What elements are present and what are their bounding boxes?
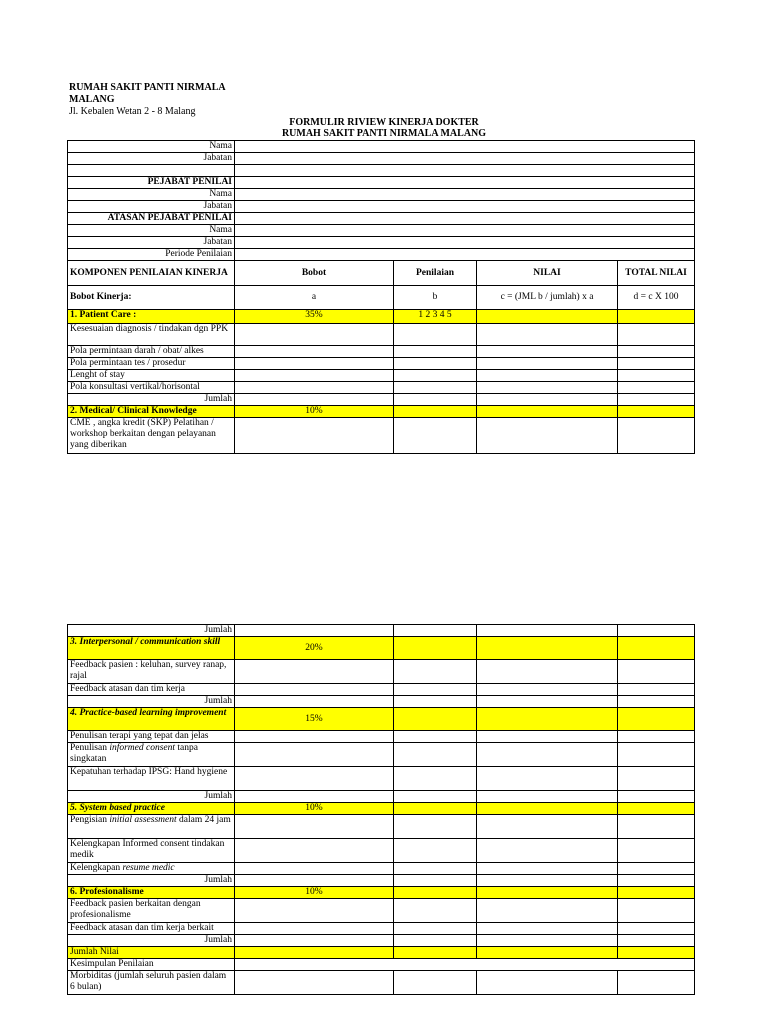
weight-patient-care: 35% — [235, 310, 394, 324]
form-subtitle: RUMAH SAKIT PANTI NIRMALA MALANG — [281, 128, 487, 139]
formula-a: a — [235, 286, 394, 310]
jumlah-nilai-label: Jumlah Nilai — [68, 947, 235, 959]
list-item: Kesesuaian diagnosis / tindakan dgn PPK — [68, 324, 235, 346]
hospital-name-line1: RUMAH SAKIT PANTI NIRMALA — [69, 82, 226, 93]
pejabat-jabatan-label: Jabatan — [68, 201, 235, 213]
jumlah-label: Jumlah — [68, 625, 235, 637]
hospital-address: Jl. Kebalen Wetan 2 - 8 Malang — [69, 106, 196, 117]
periode-label: Periode Penilaian — [68, 249, 235, 261]
col-total: TOTAL NILAI — [618, 261, 695, 286]
form-title: FORMULIR RIVIEW KINERJA DOKTER — [289, 117, 479, 128]
pejabat-nama-value[interactable] — [235, 189, 695, 201]
kesimpulan-label: Kesimpulan Penilaian — [68, 959, 235, 971]
weight-profesionalisme: 10% — [235, 887, 394, 899]
atasan-nama-value[interactable] — [235, 225, 695, 237]
list-item: Feedback pasien : keluhan, survey ranap, rajal — [68, 660, 235, 684]
weight-practice-based: 15% — [235, 708, 394, 731]
jabatan-value[interactable] — [235, 153, 695, 165]
jumlah-label: Jumlah — [68, 696, 235, 708]
col-penilaian: Penilaian — [394, 261, 477, 286]
section-medical-knowledge: 2. Medical/ Clinical Knowledge — [68, 406, 235, 418]
section-practice-based: 4. Practice-based learning improvement — [68, 708, 235, 731]
section-interpersonal: 3. Interpersonal / communication skill — [68, 637, 235, 660]
list-item: Kelengkapan Informed consent tindakan medik — [68, 839, 235, 863]
list-item: Kepatuhan terhadap IPSG: Hand hygiene — [68, 767, 235, 791]
section-system-based: 5. System based practice — [68, 803, 235, 815]
jumlah-label: Jumlah — [68, 791, 235, 803]
blank-cell — [68, 165, 235, 177]
list-item: Pola permintaan tes / prosedur — [68, 358, 235, 370]
list-item: Feedback atasan dan tim kerja berkait — [68, 923, 235, 935]
section-profesionalisme: 6. Profesionalisme — [68, 887, 235, 899]
list-item: Pola permintaan darah / obat/ alkes — [68, 346, 235, 358]
list-item: Penulisan terapi yang tepat dan jelas — [68, 731, 235, 743]
atasan-jabatan-value[interactable] — [235, 237, 695, 249]
nama-value[interactable] — [235, 141, 695, 153]
list-item: Pengisian initial assessment dalam 24 jam — [68, 815, 235, 839]
review-table-top — [67, 140, 695, 454]
list-item: CME , angka kredit (SKP) Pelatihan / workshop berkaitan dengan pelayanan yang diberikan — [68, 418, 235, 454]
jabatan-label: Jabatan — [68, 153, 235, 165]
list-item: Kelengkapan resume medic — [68, 863, 235, 875]
atasan-jabatan-label: Jabatan — [68, 237, 235, 249]
jumlah-label: Jumlah — [68, 394, 235, 406]
col-nilai: NILAI — [477, 261, 618, 286]
review-table-bottom — [67, 624, 695, 995]
list-item: Lenght of stay — [68, 370, 235, 382]
hospital-name-line2: MALANG — [69, 94, 115, 105]
list-item: Feedback pasien berkaitan dengan profesionalisme — [68, 899, 235, 923]
list-item: Feedback atasan dan tim kerja — [68, 684, 235, 696]
list-item: Pola konsultasi vertikal/horisontal — [68, 382, 235, 394]
bobot-kinerja-label: Bobot Kinerja: — [68, 286, 235, 310]
atasan-nama-label: Nama — [68, 225, 235, 237]
section-patient-care: 1. Patient Care : — [68, 310, 235, 324]
weight-system-based: 10% — [235, 803, 394, 815]
weight-medical-knowledge: 10% — [235, 406, 394, 418]
pejabat-penilai-heading: PEJABAT PENILAI — [68, 177, 235, 189]
pejabat-nama-label: Nama — [68, 189, 235, 201]
col-bobot: Bobot — [235, 261, 394, 286]
col-komponen: KOMPONEN PENILAIAN KINERJA — [68, 261, 235, 286]
formula-c: c = (JML b / jumlah) x a — [477, 286, 618, 310]
formula-b: b — [394, 286, 477, 310]
atasan-heading: ATASAN PEJABAT PENILAI — [68, 213, 235, 225]
nama-label: Nama — [68, 141, 235, 153]
scale-patient-care: 1 2 3 4 5 — [394, 310, 477, 324]
list-item: Penulisan informed consent tanpa singkatan — [68, 743, 235, 767]
weight-interpersonal: 20% — [235, 637, 394, 660]
periode-value[interactable] — [235, 249, 695, 261]
jumlah-label: Jumlah — [68, 875, 235, 887]
kesimpulan-value[interactable] — [235, 959, 695, 971]
jumlah-label: Jumlah — [68, 935, 235, 947]
formula-d: d = c X 100 — [618, 286, 695, 310]
morbiditas-label: Morbiditas (jumlah seluruh pasien dalam 6 bulan) — [68, 971, 235, 995]
pejabat-jabatan-value[interactable] — [235, 201, 695, 213]
